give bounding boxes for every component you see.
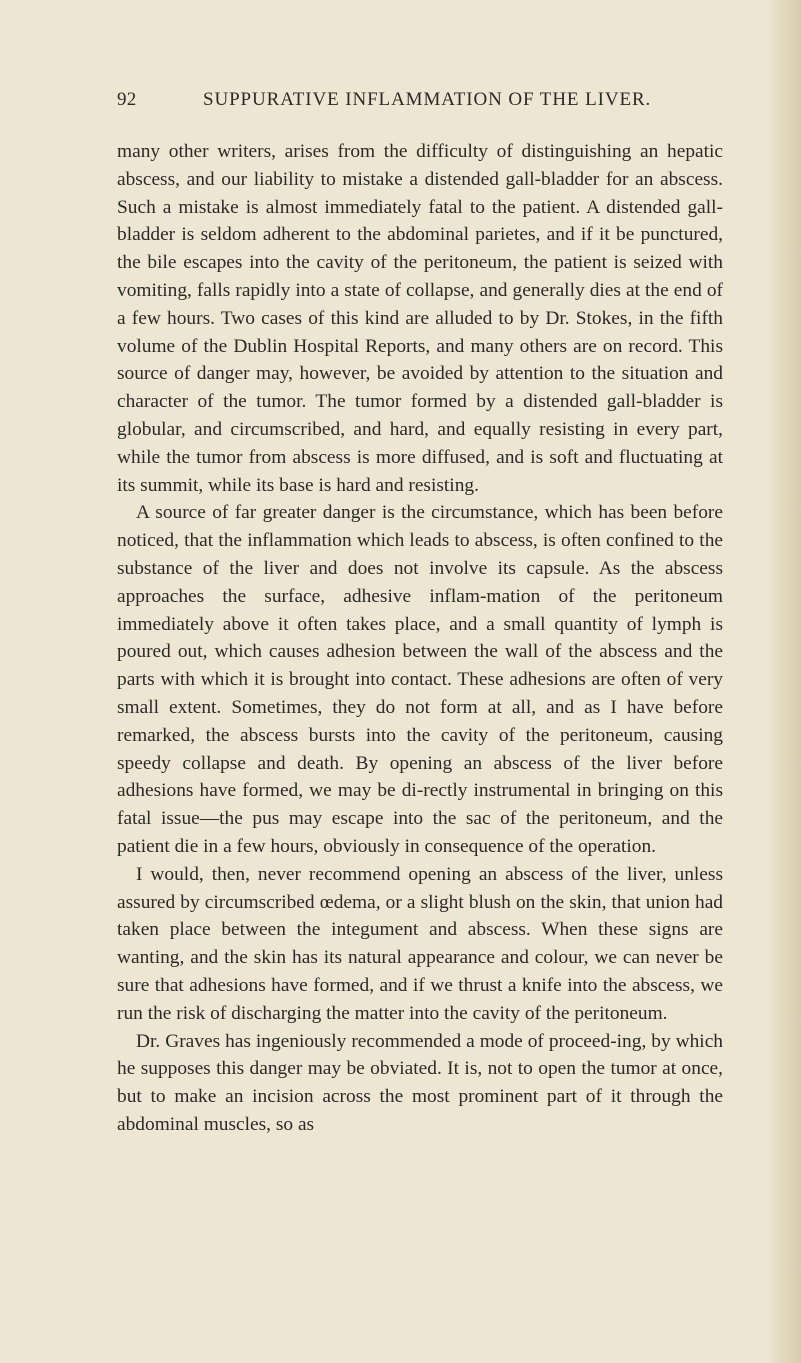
page-edge-shadow: [767, 0, 801, 1363]
paragraph-4: Dr. Graves has ingeniously recommended a mode of proceed-ing, by which he supposes this danger may be obviated. It is, not to open the tumor at once, but to make an incision across the most prominent part of it through the abdominal muscles, so as: [117, 1030, 723, 1135]
paragraph-3: I would, then, never recommend opening an abscess of the liver, unless assured by circumscribed œdema, or a slight blush on the skin, that union had taken place between the integument and abscess. When these signs are wanting, and the skin has its natural appearance and colour, we can never be sure that adhesions have formed, and if we thrust a knife into the abscess, we run the risk of discharging the matter into the cavity of the peritoneum.: [117, 863, 723, 1024]
body-text: [117, 138, 723, 1139]
running-head: SUPPURATIVE INFLAMMATION OF THE LIVER.: [203, 89, 652, 110]
page-header: [117, 89, 717, 115]
paragraph-1: many other writers, arises from the difficulty of distinguishing an hepatic abscess, and our liability to mistake a distended gall-bladder for an abscess. Such a mistake is almost immediately fatal to the patient. A distended gall-bladder is seldom adherent to the abdominal parietes, and if it be punctured, the bile escapes into the cavity of the peritoneum, the patient is seized with vomiting, falls rapidly into a state of collapse, and generally dies at the end of a few hours. Two cases of this kind are alluded to by Dr. Stokes, in the fifth volume of the Dublin Hospital Reports, and many others are on record. This source of danger may, however, be avoided by attention to the situation and character of the tumor. The tumor formed by a distended gall-bladder is globular, and circumscribed, and hard, and equally resisting in every part, while the tumor from abscess is more diffused, and is soft and fluctuating at its summit, while its base is hard and resisting.: [117, 141, 723, 496]
paragraph-2: A source of far greater danger is the circumstance, which has been before noticed, that the inflammation which leads to abscess, is often confined to the substance of the liver and does not involve its capsule. As the abscess approaches the surface, adhesive inflam-mation of the peritoneum immediately above it often takes place, and a small quantity of lymph is poured out, which causes adhesion between the wall of the abscess and the parts with which it is brought into contact. These adhesions are often of very small extent. Sometimes, they do not form at all, and as I have before remarked, the abscess bursts into the cavity of the peritoneum, causing speedy collapse and death. By opening an abscess of the liver before adhesions have formed, we may be di-rectly instrumental in bringing on this fatal issue—the pus may escape into the sac of the peritoneum, and the patient die in a few hours, obviously in consequence of the operation.: [117, 502, 723, 857]
page-number: 92: [117, 89, 137, 110]
